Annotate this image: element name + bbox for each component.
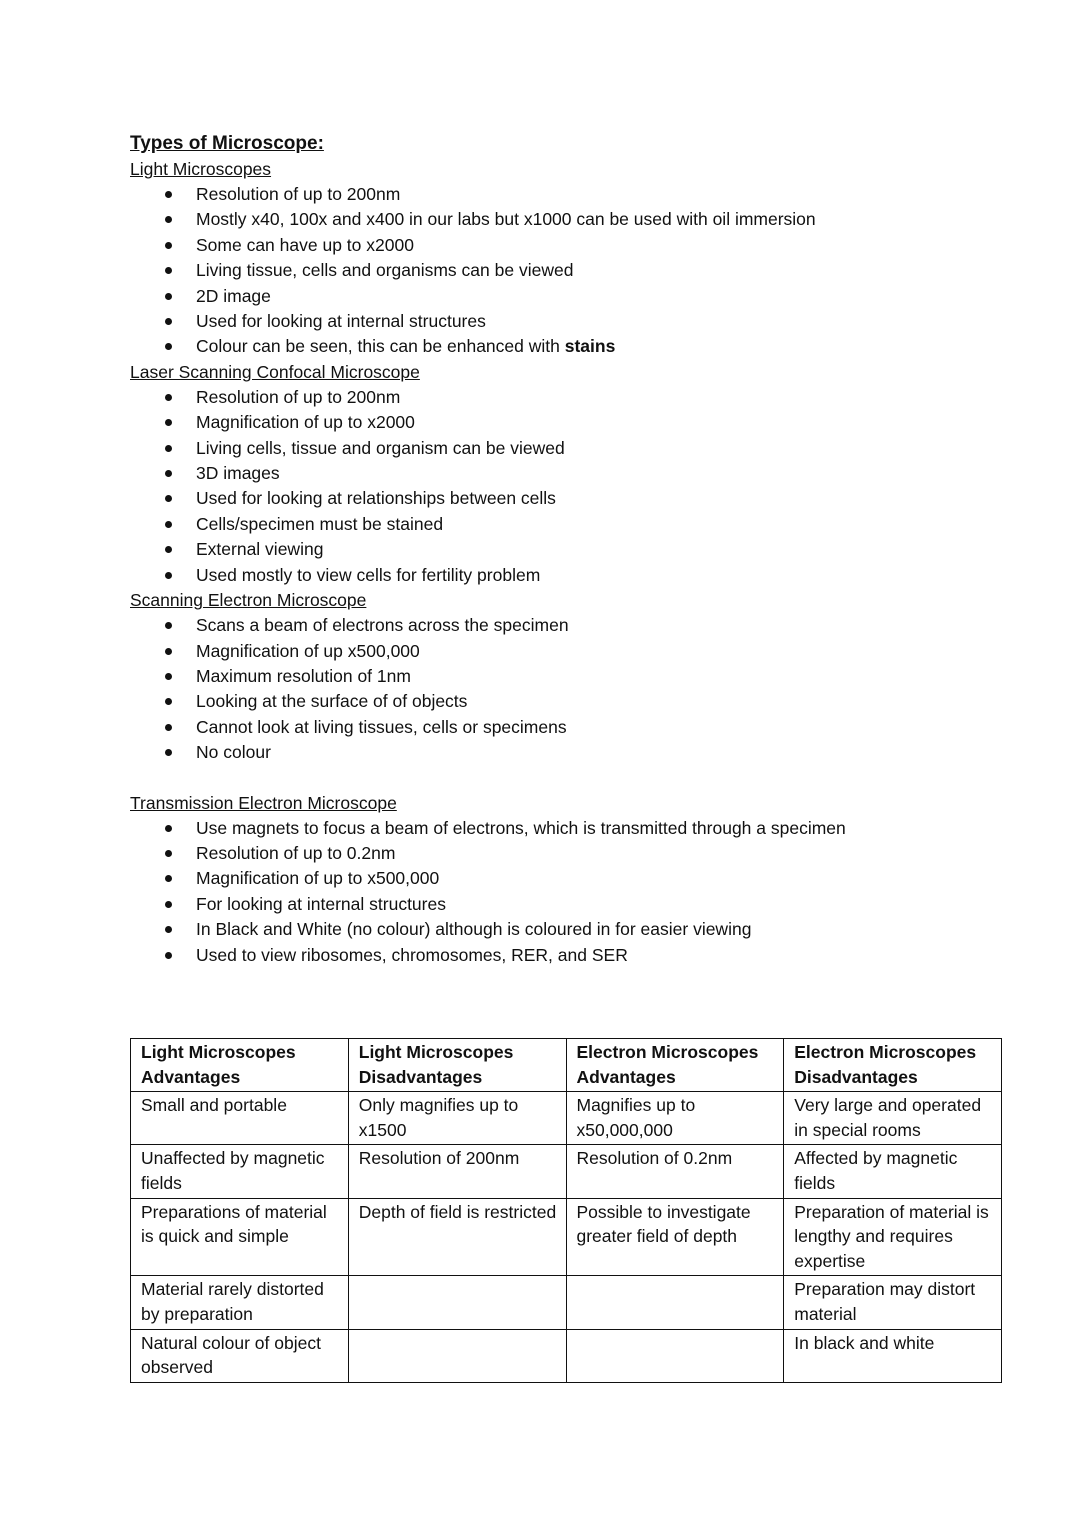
table-cell: In black and white — [784, 1329, 1002, 1382]
list-item: 3D images — [130, 461, 1010, 486]
table-row — [131, 1198, 1002, 1276]
header-light-advantages: Light Microscopes Advantages — [131, 1039, 349, 1092]
bullet-icon — [165, 293, 172, 300]
list-item: In Black and White (no colour) although is coloured in for easier viewing — [130, 917, 1010, 942]
bullet-icon — [165, 952, 172, 959]
bullet-icon — [165, 318, 172, 325]
list-item: Used for looking at internal structures — [130, 309, 1010, 334]
header-electron-disadvantages: Electron Microscopes Disadvantages — [784, 1039, 1002, 1092]
table-cell: Unaffected by magnetic fields — [131, 1145, 349, 1198]
bullet-icon — [165, 698, 172, 705]
header-light-disadvantages: Light Microscopes Disadvantages — [348, 1039, 566, 1092]
bullet-icon — [165, 901, 172, 908]
comparison-table — [130, 1038, 1002, 1383]
bullet-icon — [165, 191, 172, 198]
bullet-icon — [165, 648, 172, 655]
table-cell — [566, 1276, 784, 1329]
table-cell: Depth of field is restricted — [348, 1198, 566, 1276]
bullet-icon — [165, 546, 172, 553]
bullet-icon — [165, 622, 172, 629]
bullet-icon — [165, 850, 172, 857]
bullet-icon — [165, 926, 172, 933]
table-cell — [566, 1329, 784, 1382]
list-item: For looking at internal structures — [130, 892, 1010, 917]
list-item: Cannot look at living tissues, cells or specimens — [130, 715, 1010, 740]
bullet-icon — [165, 875, 172, 882]
table-row — [131, 1329, 1002, 1382]
bullet-icon — [165, 343, 172, 350]
bullet-icon — [165, 242, 172, 249]
list-item: Magnification of up x500,000 — [130, 639, 1010, 664]
bullet-icon — [165, 216, 172, 223]
emphasis-stains: stains — [564, 336, 616, 357]
list-item: Scans a beam of electrons across the specimen — [130, 613, 1010, 638]
table-cell: Natural colour of object observed — [131, 1329, 349, 1382]
list-item: Used for looking at relationships between cells — [130, 486, 1010, 511]
bullet-icon — [165, 419, 172, 426]
table-header-row — [131, 1039, 1002, 1092]
list-item: External viewing — [130, 537, 1010, 562]
table-cell: Preparation may distort material — [784, 1276, 1002, 1329]
table-cell: Material rarely distorted by preparation — [131, 1276, 349, 1329]
section-heading-transmission-electron-microscope: Transmission Electron Microscope — [130, 792, 397, 813]
bullet-icon — [165, 394, 172, 401]
tem-list — [130, 816, 1010, 968]
bullet-icon — [165, 724, 172, 731]
list-item: No colour — [130, 740, 1010, 765]
bullet-icon — [165, 521, 172, 528]
bullet-icon — [165, 825, 172, 832]
light-microscope-list — [130, 182, 1010, 360]
table-cell: Very large and operated in special rooms — [784, 1092, 1002, 1145]
table-row — [131, 1092, 1002, 1145]
table-cell: Resolution of 0.2nm — [566, 1145, 784, 1198]
table-cell: Only magnifies up to x1500 — [348, 1092, 566, 1145]
bullet-icon — [165, 495, 172, 502]
table-row — [131, 1145, 1002, 1198]
table-cell: Preparations of material is quick and simple — [131, 1198, 349, 1276]
table-cell: Preparation of material is lengthy and requires expertise — [784, 1198, 1002, 1276]
bullet-icon — [165, 749, 172, 756]
table-cell: Small and portable — [131, 1092, 349, 1145]
list-item: Some can have up to x2000 — [130, 233, 1010, 258]
list-item: Maximum resolution of 1nm — [130, 664, 1010, 689]
section-heading-confocal-microscope: Laser Scanning Confocal Microscope — [130, 361, 420, 382]
list-item: Mostly x40, 100x and x400 in our labs but x1000 can be used with oil immersion — [130, 207, 1010, 232]
header-electron-advantages: Electron Microscopes Advantages — [566, 1039, 784, 1092]
list-item: Resolution of up to 0.2nm — [130, 841, 1010, 866]
bullet-icon — [165, 267, 172, 274]
bullet-icon — [165, 470, 172, 477]
list-item: Colour can be seen, this can be enhanced with stains — [130, 334, 1010, 359]
list-item: Living tissue, cells and organisms can be viewed — [130, 258, 1010, 283]
bullet-icon — [165, 673, 172, 680]
confocal-microscope-list — [130, 385, 1010, 588]
list-item: Resolution of up to 200nm — [130, 385, 1010, 410]
list-item: Magnification of up to x2000 — [130, 410, 1010, 435]
table-cell: Affected by magnetic fields — [784, 1145, 1002, 1198]
sem-list — [130, 613, 1010, 765]
table-cell: Resolution of 200nm — [348, 1145, 566, 1198]
table-cell — [348, 1276, 566, 1329]
table-row — [131, 1276, 1002, 1329]
table-cell: Possible to investigate greater field of depth — [566, 1198, 784, 1276]
section-heading-scanning-electron-microscope: Scanning Electron Microscope — [130, 590, 367, 611]
page-title: Types of Microscope: — [130, 133, 324, 154]
list-item: Resolution of up to 200nm — [130, 182, 1010, 207]
section-heading-light-microscopes: Light Microscopes — [130, 159, 272, 179]
list-item: Used to view ribosomes, chromosomes, RER, and SER — [130, 943, 1010, 968]
list-item: Magnification of up to x500,000 — [130, 866, 1010, 891]
list-item: Used mostly to view cells for fertility problem — [130, 563, 1010, 588]
list-item: Looking at the surface of of objects — [130, 689, 1010, 714]
table-cell: Magnifies up to x50,000,000 — [566, 1092, 784, 1145]
list-item: Living cells, tissue and organism can be viewed — [130, 436, 1010, 461]
bullet-icon — [165, 445, 172, 452]
list-item: 2D image — [130, 284, 1010, 309]
bullet-icon — [165, 572, 172, 579]
document-body — [130, 131, 1010, 968]
table-cell — [348, 1329, 566, 1382]
list-item: Use magnets to focus a beam of electrons, which is transmitted through a specimen — [130, 816, 1010, 841]
list-item: Cells/specimen must be stained — [130, 512, 1010, 537]
section-spacer — [130, 766, 1010, 791]
